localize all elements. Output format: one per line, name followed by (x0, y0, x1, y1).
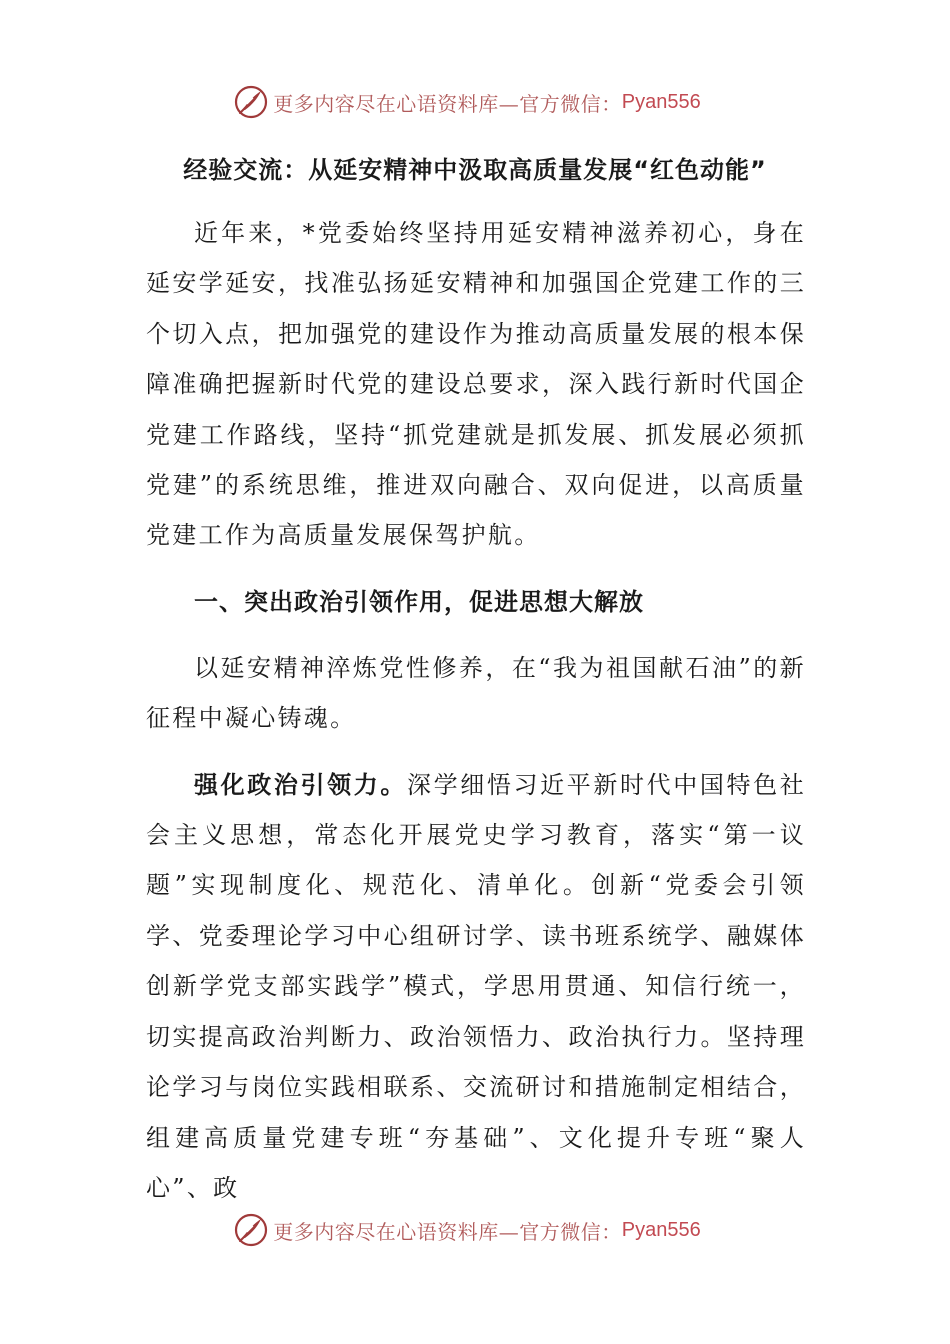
watermark-text: 更多内容尽在心语资料库—官方微信： (273, 1219, 622, 1244)
watermark-banner-bottom (0, 1210, 950, 1250)
intro-paragraph: 近年来，*党委始终坚持用延安精神滋养初心，身在延安学延安，找准弘扬延安精神和加强国企党建工作的三个切入点，把加强党的建设作为推动高质量发展的根本保障准确把握新时代党的建设总要求，深入践行新时代国企党建工作路线，坚持“抓党建就是抓发展、抓发展必须抓党建”的系统思维，推进双向融合、双向促进，以高质量党建工作为高质量发展保驾护航。 (146, 219, 806, 550)
document-title: 经验交流：从延安精神中汲取高质量发展“红色动能” (183, 156, 767, 184)
watermark-brand: Pyan556 (621, 1218, 701, 1241)
subsection-body: 深学细悟习近平新时代中国特色社会主义思想，常态化开展党史学习教育，落实“第一议题”实现制度化、规范化、清单化。创新“党委会引领学、党委理论学习中心组研讨学、读书班系统学、融媒体创新学党支部实践学”模式，学思用贯通、知信行统一，切实提高政治判断力、政治领悟力、政治执行力。坚持理论学习与岗位实践相联系、交流研讨和措施制定相结合，组建高质量党建专班“夯基础”、文化提升专班“聚人心”、政 (146, 770, 806, 1202)
subsection-paragraph (146, 760, 806, 1214)
section-heading: 一、突出政治引领作用，促进思想大解放 (194, 587, 644, 616)
watermark-brand: Pyan556 (621, 90, 701, 113)
watermark-banner-top (0, 82, 950, 122)
quill-pen-icon (233, 1212, 269, 1248)
document-body (146, 208, 806, 1229)
watermark-text: 更多内容尽在心语资料库—官方微信： (273, 91, 622, 116)
section-paragraph: 以延安精神淬炼党性修养，在“我为祖国献石油”的新征程中凝心铸魂。 (146, 653, 806, 733)
quill-pen-icon (233, 84, 269, 120)
subsection-lead: 强化政治引领力。 (194, 770, 407, 799)
